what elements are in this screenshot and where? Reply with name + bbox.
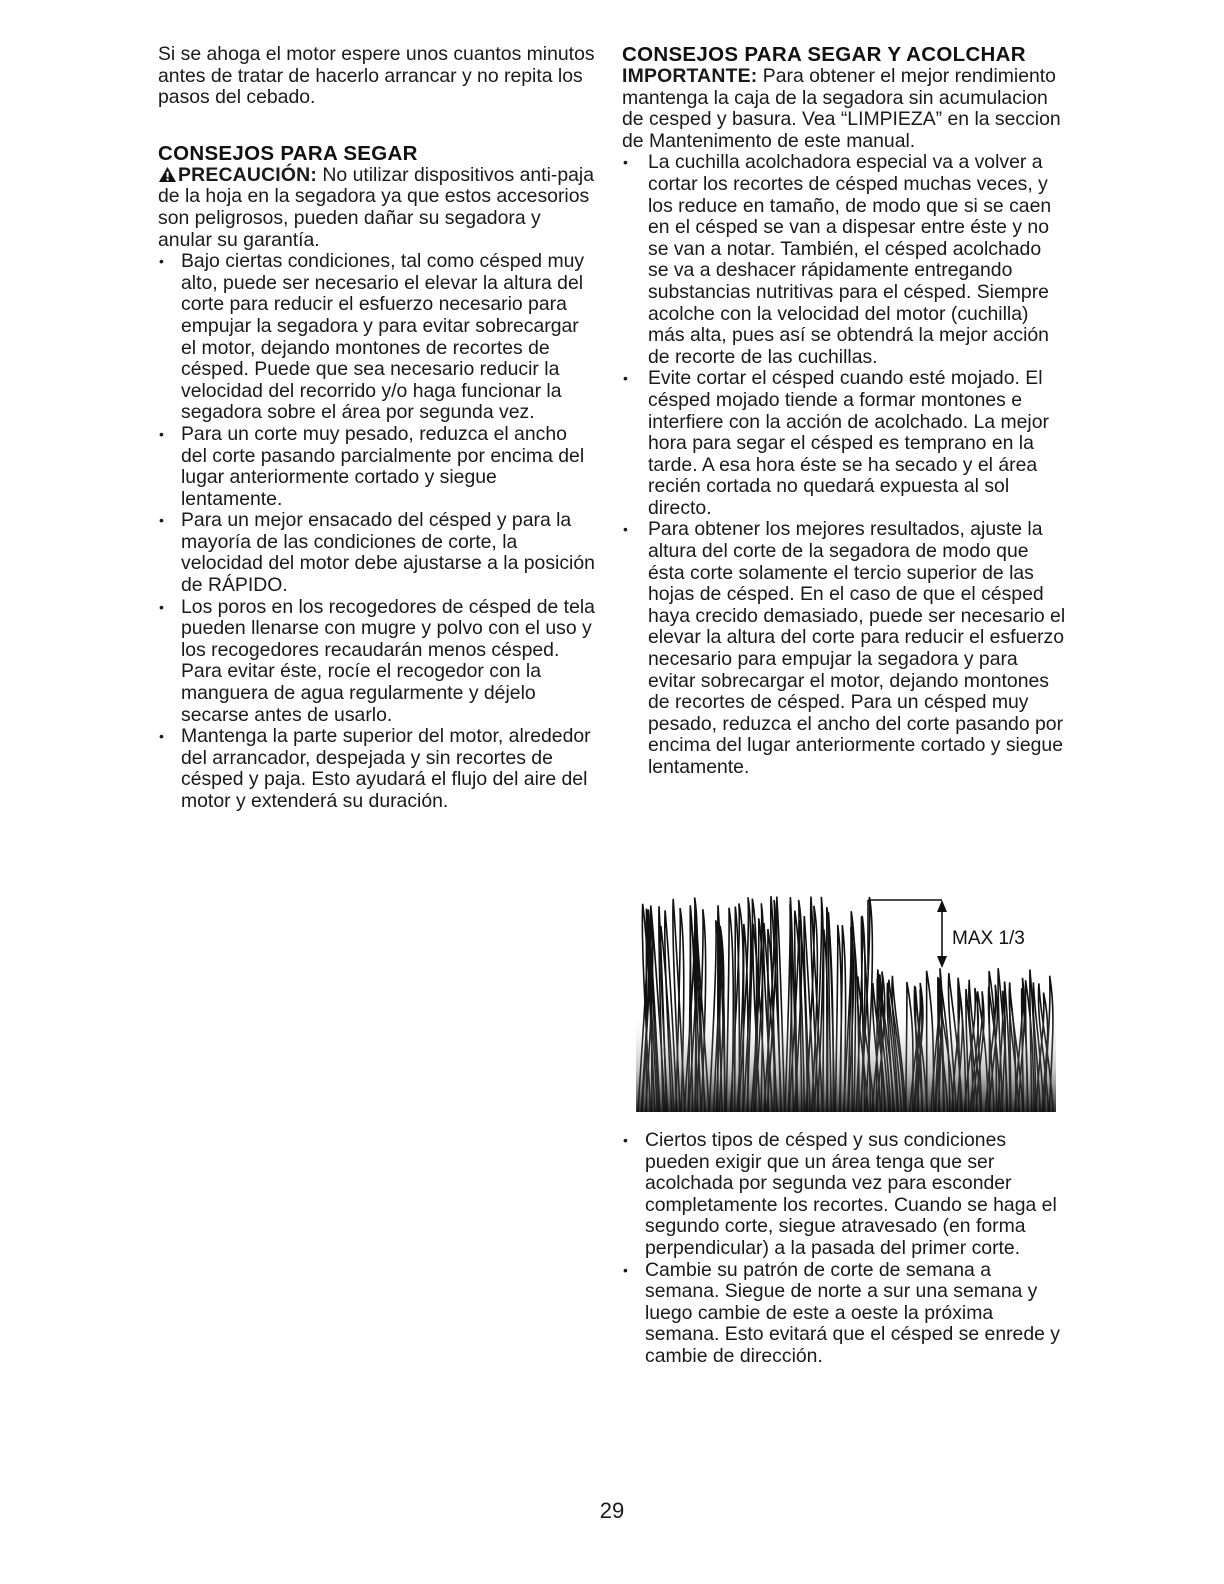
list-item: • Los poros en los recogedores de césped de tela pueden llenarse con mugre y polvo con el uso y los recogedores recaudarán menos césped. Para evitar éste, rocíe el recogedor con la manguera de agua regularmente y déjelo secarse antes de usarlo.: [158, 597, 598, 727]
right-column: [622, 44, 1066, 779]
lower-tips-list: [622, 1130, 1066, 1368]
list-item: • Para un mejor ensacado del césped y para la mayoría de las condiciones de corte, la velocidad del motor debe ajustarse a la posición de RÁPIDO.: [158, 510, 598, 596]
caution-paragraph: [158, 165, 598, 251]
list-item: • La cuchilla acolchadora especial va a volver a cortar los recortes de césped muchas veces, y los reduce en tamaño, de modo que si se caen en el césped se van a dispesar entre éste y no se van a notar. También, el césped acolchado se va a deshacer rápidamente entregando substancias nutritivas para el césped. Siempre acolche con la velocidad del motor (cuchilla) más alta, pues así se obtendrá la mejor acción de recorte de las cuchillas.: [622, 152, 1066, 368]
list-item: • Para un corte muy pesado, reduzca el ancho del corte pasando parcialmente por encima del lugar anteriormente cortado y siegue lentamente.: [158, 424, 598, 510]
important-label: IMPORTANTE:: [622, 65, 758, 87]
mowing-tips-heading: CONSEJOS PARA SEGAR: [158, 141, 418, 165]
warning-triangle-icon: [158, 166, 177, 183]
list-item: • Para obtener los mejores resultados, ajuste la altura del corte de la segadora de modo que ésta corte solamente el tercio superior de las hojas de césped. En el caso de que el césped haya crecido demasiado, puede ser necesario el elevar la altura del corte para reducir el esfuerzo necesario para empujar la segadora y para evitar sobrecargar el motor, dejando montones de recortes de césped. Para un césped muy pesado, reduzca el ancho del corte pasando por encima del lugar anteriormente cortado y siegue lentamente.: [622, 519, 1066, 778]
mulching-tips-heading: CONSEJOS PARA SEGAR Y ACOLCHAR: [622, 43, 1026, 66]
list-item: • Bajo ciertas condiciones, tal como césped muy alto, puede ser necesario el elevar la altura del corte para reducir el esfuerzo necesario para empujar la segadora y para evitar sobrecargar el motor, dejando montones de recortes de césped. Puede que sea necesario reducir la velocidad del recorrido y/o haga funcionar la segadora sobre el área por segunda vez.: [158, 251, 598, 424]
list-item: • Ciertos tipos de césped y sus condiciones pueden exigir que un área tenga que ser acolchada por segunda vez para esconder completamente los recortes. Cuando se haga el segundo corte, siegue atravesado (en forma perpendicular) a la pasada del primer corte.: [622, 1130, 1066, 1260]
caution-label: PRECAUCIÓN:: [178, 163, 318, 186]
grass-shading: [636, 1010, 1056, 1112]
grass-height-illustration: [636, 890, 1056, 1112]
list-item: • Mantenga la parte superior del motor, alrededor del arrancador, despejada y sin recortes de césped y paja. Esto ayudará el flujo del aire del motor y extenderá su duración.: [158, 726, 598, 812]
max-arrow-down-icon: [937, 956, 947, 968]
list-item: • Evite cortar el césped cuando esté mojado. El césped mojado tiende a formar montones e interfiere con la acción de acolchado. La mejor hora para segar el césped es temprano en la tarde. A esa hora éste se ha secado y el área recién cortada no quedará expuesta al sol directo.: [622, 368, 1066, 519]
mowing-tips-list: [158, 251, 598, 812]
mulching-tips-list: [622, 152, 1066, 778]
list-item: • Cambie su patrón de corte de semana a semana. Siegue de norte a sur una semana y luego cambie de este a oeste la próxima semana. Esto evitará que el césped se enrede y cambie de dirección.: [622, 1260, 1066, 1368]
important-text: Para obtener el mejor rendimiento mantenga la caja de la segadora sin acumulacion de cesped y basura. Vea “LIMPIEZA” en la seccion de Mantenimento de este manual.: [622, 65, 1061, 152]
important-paragraph: [622, 66, 1066, 152]
caution-text: No utilizar dispositivos anti-paja de la hoja en la segadora ya que estos accesorios son peligrosos, pueden dañar su segadora y anular su garantía.: [158, 163, 594, 251]
lower-tips: [622, 1130, 1066, 1368]
max-label: MAX 1/3: [952, 928, 1025, 949]
max-arrow-up-icon: [937, 900, 947, 912]
grass-diagram: [636, 890, 1056, 1112]
left-column: [158, 44, 598, 813]
page-number: 29: [599, 1498, 625, 1523]
intro-paragraph: Si se ahoga el motor espere unos cuantos minutos antes de tratar de hacerlo arrancar y no repita los pasos del cebado.: [158, 43, 595, 109]
